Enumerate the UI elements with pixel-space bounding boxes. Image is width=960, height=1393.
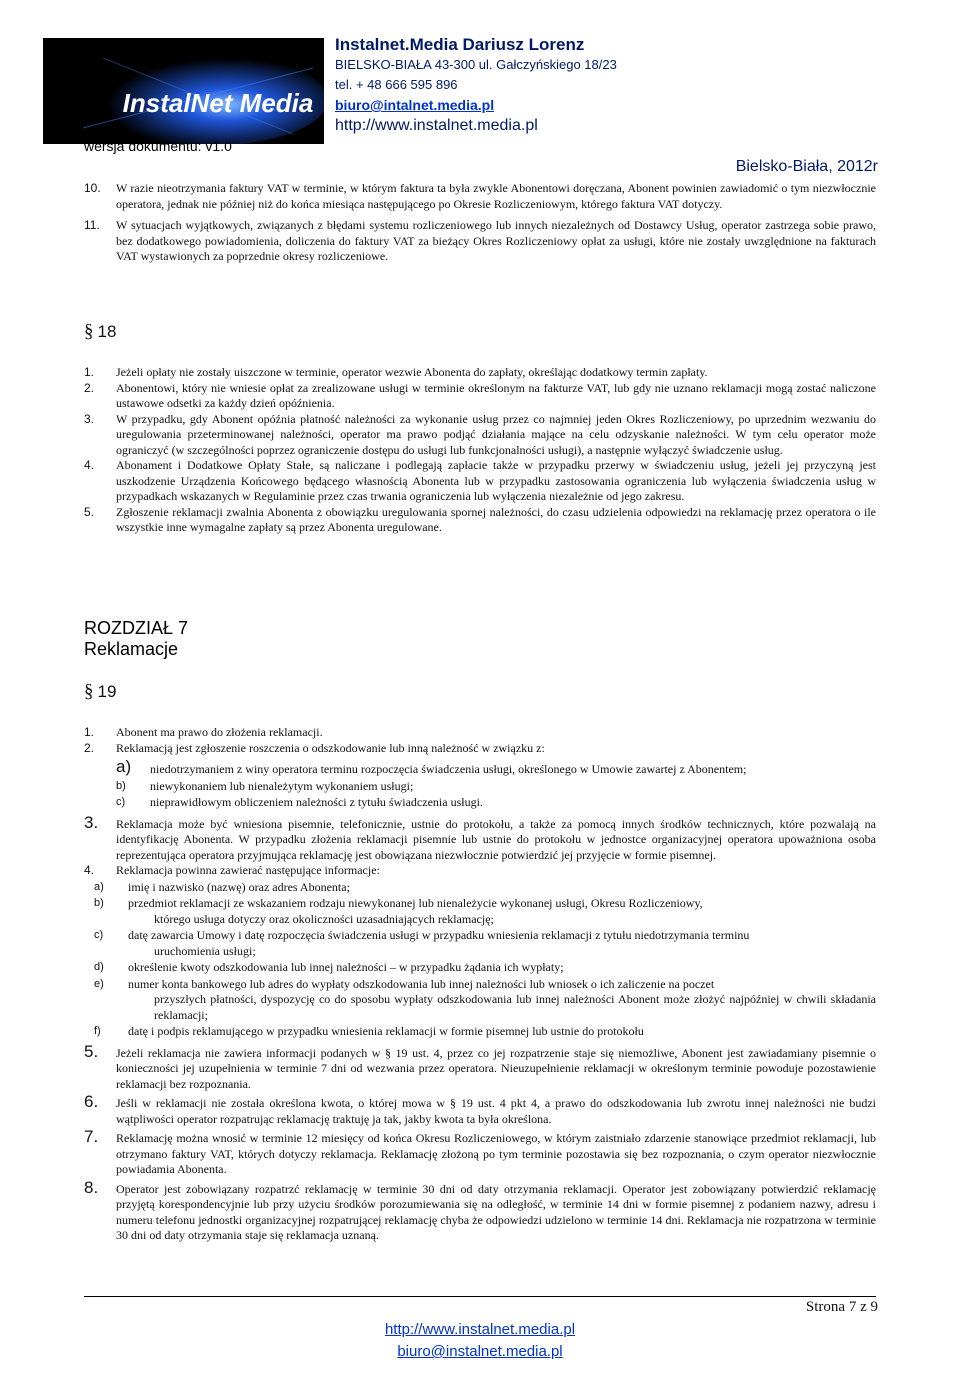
item-text: Jeżeli reklamacja nie zawiera informacji podanych w § 19 ust. 4, przez co jej rozpatrzenie staje się niemożliwe, Abonent jest zawiadamiany pisemnie o konieczności jej uzupełnienia w terminie 7 dni od wezwania przez operatora. Nieuzupełnienie reklamacji w określonym terminie powoduje pozostawienie reklamacji bez rozpoznania. xyxy=(116,1045,876,1091)
sub-item xyxy=(116,757,876,778)
sub-item-text: imię i nazwisko (nazwę) oraz adres Abonenta; xyxy=(128,879,350,894)
item-text: Reklamację można wnosić w terminie 12 miesięcy od końca Okresu Rozliczeniowego, w którym zaistniało zdarzenie stanowiące przedmiot reklamacji, lub otrzymano faktury VAT, których dotyczy reklamacja. Reklamację złożoną po tym terminie pozostawia się bez rozpoznania, o czym operator niezwłocznie powiadamia Abonenta. xyxy=(116,1131,876,1176)
sub-item-text: numer konta bankowego lub adres do wypłaty odszkodowania lub innej należności lub wniosek o ich zaliczenie na poczet xyxy=(128,976,715,991)
sub-item-text: określenie kwoty odszkodowania lub innej należności – w przypadku żądania ich wypłaty; xyxy=(128,960,564,974)
sub-item-text: niewykonaniem lub nienależytym wykonaniem usługi; xyxy=(150,778,414,793)
company-info xyxy=(335,34,617,136)
footer-divider xyxy=(84,1296,876,1297)
item-number: 4. xyxy=(84,863,95,877)
list-item xyxy=(84,1177,876,1244)
document-version: wersja dokumentu: v1.0 xyxy=(84,138,232,154)
sub-item-letter: b) xyxy=(116,779,126,792)
sub-item-text: nieprawidłowym obliczeniem należności z tytułu świadczenia usługi. xyxy=(150,795,483,809)
item-text: Reklamacja może być wniesiona pisemnie, telefonicznie, ustnie do protokołu, a także za pomocą innych środków technicznych, które pozwalają na identyfikację Abonenta. W przypadku złożenia reklamacji pisemnie lub ustnie do protokołu w jednostce organizacyjnej operatora upoważniona osoba reprezentująca operatora przyjmująca reklamację jest obowiązana niezwłocznie potwierdzić jej przyjęcie w formie pisemnej. xyxy=(116,816,876,862)
item-number: 10. xyxy=(84,181,101,195)
sub-item-text: datę zawarcia Umowy i datę rozpoczęcia świadczenia usługi w przypadku wniesienia reklamacji z tytułu niedotrzymania terminu xyxy=(128,928,750,942)
item-text: W razie nieotrzymania faktury VAT w terminie, w którym faktura ta była zwykle Abonentowi doręczana, Abonent powinien zawiadomić o tym niezwłocznie operatora, jednak nie później niż do końca miesiąca następującego po Okresie Rozliczeniowym, którego faktura VAT dotyczy. xyxy=(116,181,876,211)
sub-item xyxy=(116,795,876,811)
sub-item-continuation: którego usługa dotyczy oraz okoliczności uzasadniających reklamację; xyxy=(154,911,494,926)
list-item xyxy=(84,505,876,536)
paragraph-heading-19 xyxy=(84,681,116,703)
list-item xyxy=(84,741,876,757)
sub-item xyxy=(94,960,876,976)
chapter-subtitle: Reklamacje xyxy=(84,639,179,659)
footer-email-link[interactable]: biuro@instalnet.media.pl xyxy=(397,1343,563,1360)
footer-website-link[interactable]: http://www.instalnet.media.pl xyxy=(384,1321,576,1338)
sub-item-letter: f) xyxy=(94,1025,101,1037)
item-number: 3. xyxy=(84,411,95,426)
item-text: Reklamacją jest zgłoszenie roszczenia o odszkodowanie lub inną należność w związku z: xyxy=(116,740,545,755)
item-number: 2. xyxy=(84,380,95,395)
sub-item-letter: c) xyxy=(94,929,104,941)
list-item xyxy=(84,863,876,879)
company-address: BIELSKO-BIAŁA 43-300 ul. Gałczyńskiego 18/23 xyxy=(335,57,617,72)
list-item xyxy=(84,381,876,412)
list-item xyxy=(84,218,876,265)
sub-item xyxy=(94,977,876,1024)
sub-item-text: przedmiot reklamacji ze wskazaniem rodzaju niewykonanej lub nienależycie wykonanej usługi, Okresu Rozliczeniowy, xyxy=(128,896,703,910)
item-text: Abonentowi, który nie wniesie opłat za zrealizowane usługi w terminie określonym na fakturze VAT, lub gdy nie uznano reklamacji mogą zostać naliczone ustawowe odsetki za każdy dzień opóźnienia. xyxy=(116,380,876,410)
sub-item xyxy=(116,779,876,795)
item-text: Reklamacja powinna zawierać następujące informacje: xyxy=(116,863,380,877)
footer-contact xyxy=(0,1319,960,1363)
company-logo xyxy=(43,38,324,144)
list-item xyxy=(84,812,876,864)
item-text: W sytuacjach wyjątkowych, związanych z błędami systemu rozliczeniowego lub innych niezależnych od Dostawcy Usług, operator zastrzega sobie prawo, bez dodatkowego powiadomienia, doliczenia do faktury VAT za bieżący Okres Rozliczeniowy opłat za usługi, które nie zostały uwzględnione na fakturach VAT wystawionych za poprzednie okresy rozliczeniowe. xyxy=(116,218,876,263)
place-date: Bielsko-Biała, 2012r xyxy=(735,158,878,175)
item-number: 5. xyxy=(84,1041,99,1061)
sub-item-letter: a) xyxy=(94,880,104,893)
sub-item-letter: e) xyxy=(94,977,104,990)
sub-item xyxy=(94,1024,876,1040)
company-name: Instalnet.Media Dariusz Lorenz xyxy=(335,35,585,54)
section-19-list xyxy=(84,725,876,1244)
item-number: 7. xyxy=(84,1127,99,1146)
sub-item-continuation: przyszłych płatności, dyspozycję co do sposobu wypłaty odszkodowania lub innej należności Abonent może złożyć najpóźniej w chwili składania reklamacji; xyxy=(154,992,876,1022)
logo-text: InstalNet Media xyxy=(122,88,314,118)
section-top xyxy=(84,181,876,265)
list-item xyxy=(84,181,876,212)
item-text: Zgłoszenie reklamacji zwalnia Abonenta z obowiązku uregulowania spornej należności, do czasu udzielenia odpowiedzi na reklamację przez operatora o ile wszystkie inne wymagalne zapłaty są przez Abonenta uregulowane. xyxy=(116,504,876,534)
item-number: 2. xyxy=(84,740,95,755)
section-symbol: § xyxy=(84,681,94,702)
sub-item xyxy=(94,880,876,896)
list-item xyxy=(84,1041,876,1093)
list-item xyxy=(84,725,876,741)
logo-graphic xyxy=(43,38,324,144)
item-number: 8. xyxy=(84,1177,99,1197)
item-number: 3. xyxy=(84,812,99,832)
item-text: W przypadku, gdy Abonent opóźnia płatność należności za wykonanie usług przez co najmniej jeden Okres Rozliczeniowy, po uprzednim wezwaniu do uregulowania przeterminowanej należności, operator ma prawo podjąć działania mające na celu odzyskanie należności. W tym celu operator może ograniczyć (w szczególności poprzez ograniczenie dostępu do usługi lub funkcjonalności usługi), a następnie wyłączyć świadczenie usług. xyxy=(116,411,876,457)
item-number: 1. xyxy=(84,725,95,739)
paragraph-number: 19 xyxy=(97,682,117,701)
section-18-list xyxy=(84,365,876,536)
section-symbol: § xyxy=(84,321,94,342)
company-website-link[interactable]: http://www.instalnet.media.pl xyxy=(335,117,538,134)
sub-item-text: niedotrzymaniem z winy operatora terminu rozpoczęcia świadczenia usługi, określonego w Umowie zawartej z Abonentem; xyxy=(150,762,747,776)
list-item xyxy=(84,365,876,381)
sub-item-letter: d) xyxy=(94,961,104,973)
chapter-heading xyxy=(84,618,188,660)
list-item xyxy=(84,412,876,459)
sub-item xyxy=(94,896,876,927)
paragraph-number: 18 xyxy=(97,322,117,341)
item-text: Jeśli w reklamacji nie została określona kwota, o której mowa w § 19 ust. 4 pkt 4, a prawo do odszkodowania lub zwrotu innej należności nie budzi wątpliwości operator rozpatrując reklamację traktuję ja tak, jakby kwota ta była określona. xyxy=(116,1096,876,1126)
list-item xyxy=(84,1092,876,1127)
chapter-title: ROZDZIAŁ 7 xyxy=(84,618,189,638)
sub-item-text: datę i podpis reklamującego w przypadku wniesienia reklamacji w formie pisemnej lub ustnie do protokołu xyxy=(128,1024,644,1038)
item-text: Abonament i Dodatkowe Opłaty Stałe, są naliczane i podlegają zapłacie także w przypadku przerwy w świadczeniu usług, jeżeli jej przyczyną jest uszkodzenie Urządzenia Końcowego będącego własnością Abonenta lub w przypadku zastosowania ograniczenia lub wyłączenia świadczenia usług w przypadkach wskazanych w Regulaminie przez czas trwania ograniczenia lub wyłączenia niezależnie od jego zakresu. xyxy=(116,458,876,503)
item-number: 11. xyxy=(84,218,100,232)
company-email-link[interactable]: biuro@intalnet.media.pl xyxy=(335,97,495,113)
item-number: 1. xyxy=(84,365,95,379)
company-phone: tel. + 48 666 595 896 xyxy=(335,77,458,92)
sub-item-letter: c) xyxy=(116,796,126,808)
item-number: 4. xyxy=(84,458,95,472)
item-number: 5. xyxy=(84,504,95,519)
item-text: Jeżeli opłaty nie zostały uiszczone w terminie, operator wezwie Abonenta do zapłaty, określając dodatkowy termin zapłaty. xyxy=(116,365,708,379)
sub-item-continuation: uruchomienia usługi; xyxy=(154,943,256,958)
page-number: Strona 7 z 9 xyxy=(805,1299,878,1315)
sub-item-letter: a) xyxy=(116,757,132,776)
item-text: Abonent ma prawo do złożenia reklamacji. xyxy=(116,725,323,739)
sub-item-letter: b) xyxy=(94,897,104,909)
item-number: 6. xyxy=(84,1092,99,1111)
list-item xyxy=(84,458,876,505)
paragraph-heading-18 xyxy=(84,321,116,343)
item-text: Operator jest zobowiązany rozpatrzć reklamację w terminie 30 dni od daty otrzymania reklamacji. Operator jest zobowiązany potwierdzić reklamację przyjętą korespondencyjnie lub przy użyciu środków porozumiewania się na odległość, w terminie 14 dni w formie pisemnej z podaniem nazwy, adresu i numeru telefonu jednostki organizacyjnej rozpatrującej reklamację chyba że odpowiedzi udzielono w terminie 14 dni. Reklamacja nie rozpatrzona w terminie 30 dni od daty otrzymania staje się reklamacja uznaną. xyxy=(116,1181,876,1242)
sub-item xyxy=(94,928,876,959)
list-item xyxy=(84,1127,876,1178)
